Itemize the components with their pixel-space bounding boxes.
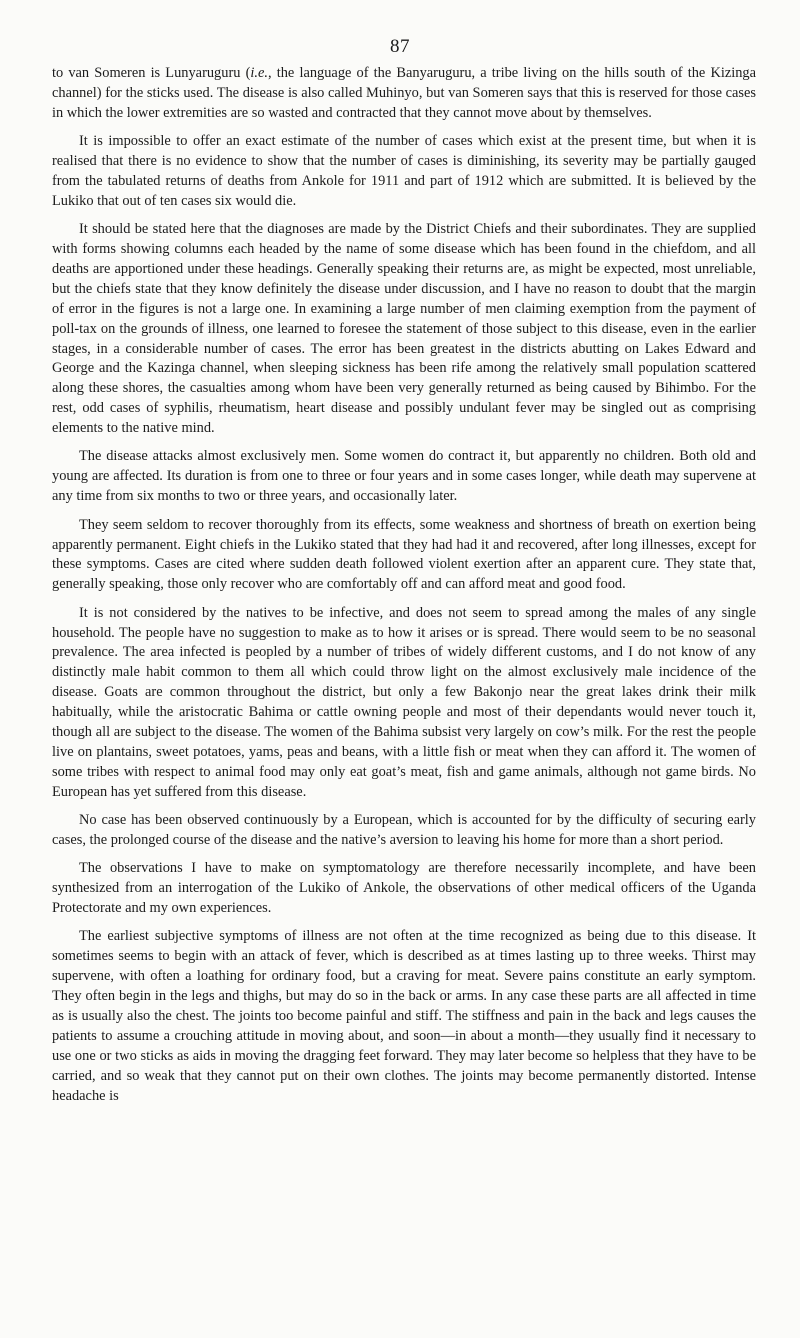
paragraph-8: The observations I have to make on symptomatology are therefore necessarily incomplete, and have been synthesized from an interrogation of the Lukiko of Ankole, the observations of other medical officers of the Uganda Protectorate and my own experiences. (52, 860, 756, 917)
paragraph-9: The earliest subjective symptoms of illness are not often at the time recognized as being due to this disease. It sometimes seems to begin with an attack of fever, which is described as at times lasting up to three weeks. Thirst may supervene, with often a loathing for ordinary food, but a craving for meat. Severe pains constitute an early symptom. They often begin in the legs and thighs, but may do so in the back or arms. In any case these parts are all affected in time as is usually also the chest. The joints too become painful and stiff. The stiffness and pain in the back and legs causes the patients to assume a crouching attitude in moving about, and soon—in about a month—they usually find it necessary to use one or two sticks as aids in moving the dragging feet forward. They may later become so helpless that they have to be carried, and so weak that they cannot put on their own clothes. The joints may become permanently distorted. Intense headache is (52, 928, 756, 1104)
paragraph-3: It should be stated here that the diagnoses are made by the District Chiefs and their subordinates. They are supplied with forms showing columns each headed by the name of some disease which has been found in the chiefdom, and all deaths are apportioned under these headings. Generally speaking their returns are, as might be expected, most unreliable, but the chiefs state that they know definitely the disease under discussion, and I have no reason to doubt that the margin of error in the figures is not a large one. In examining a large number of men claiming exemption from the payment of poll-tax on the grounds of illness, one learned to foresee the statement of those subject to this disease, even in the earlier stages, in a considerable number of cases. The error has been greatest in the districts abutting on Lakes Edward and George and the Kazinga channel, when sleeping sickness has been rife among the relatively small population scattered along these shores, the casualties among whom have been very generally returned as being caused by Bihimbo. For the rest, odd cases of syphilis, rheumatism, heart disease and possibly undulant fever may be singled out as comprising elements to the native mind. (52, 221, 756, 437)
paragraph-2: It is impossible to offer an exact estimate of the number of cases which exist at the present time, but when it is realised that there is no evidence to show that the number of cases is diminishing, its severity may be partially gauged from the tabulated returns of deaths from Ankole for 1911 and part of 1912 which are submitted. It is believed by the Lukiko that out of ten cases six would die. (52, 133, 756, 209)
paragraph-7: No case has been observed continuously by a European, which is accounted for by the difficulty of securing early cases, the prolonged course of the disease and the native’s aversion to leaving his home for more than a short period. (52, 812, 756, 848)
paragraph-1-text-end: , the language of the Banyaruguru, a tribe living on the hills south of the Kizinga channel) for the sticks used. The disease is also called Muhinyo, but van Someren says that this is reserved for those cases in which the lower extremities are so wasted and contracted that they cannot move about by themselves. (52, 65, 756, 121)
paragraph-4: The disease attacks almost exclusively men. Some women do contract it, but apparently no children. Both old and young are affected. Its duration is from one to three or four years and in some cases longer, while death may supervene at any time from six months to two or three years, and occasionally later. (52, 448, 756, 505)
paragraph-1 (52, 64, 756, 124)
body-text (52, 64, 756, 1115)
paragraph-1-text-start: to van Someren is Lunyaruguru ( (52, 65, 251, 81)
paragraph-6: It is not considered by the natives to be infective, and does not seem to spread among the males of any single household. The people have no suggestion to make as to how it arises or is spread. There would seem to be no seasonal prevalence. The area infected is peopled by a number of tribes of widely different customs, and I do not know of any distinctly male habit common to them all which could throw light on the almost exclusively male incidence of the disease. Goats are common throughout the district, but only a few Bakonjo near the great lakes drink their milk habitually, while the aristocratic Bahima or cattle owning people and most of their dependants would never touch it, though all are subject to the disease. The women of the Bahima subsist very largely on cow’s milk. For the rest the people live on plantains, sweet potatoes, yams, peas and beans, with a little fish or meat when they can afford it. The women of some tribes with respect to animal food may only eat goat’s meat, fish and game animals, although not game birds. No European has yet suffered from this disease. (52, 604, 756, 800)
paragraph-5: They seem seldom to recover thoroughly from its effects, some weakness and shortness of breath on exertion being apparently permanent. Eight chiefs in the Lukiko stated that they had had it and recovered, after long illnesses, except for these symptoms. Cases are cited where sudden death followed violent exertion after an apparent cure. They state that, generally speaking, those only recover who are comfortably off and can afford meat and good food. (52, 516, 756, 593)
paragraph-1-italic-abbreviation: i.e. (250, 65, 268, 81)
page-number: 87 (390, 36, 410, 57)
